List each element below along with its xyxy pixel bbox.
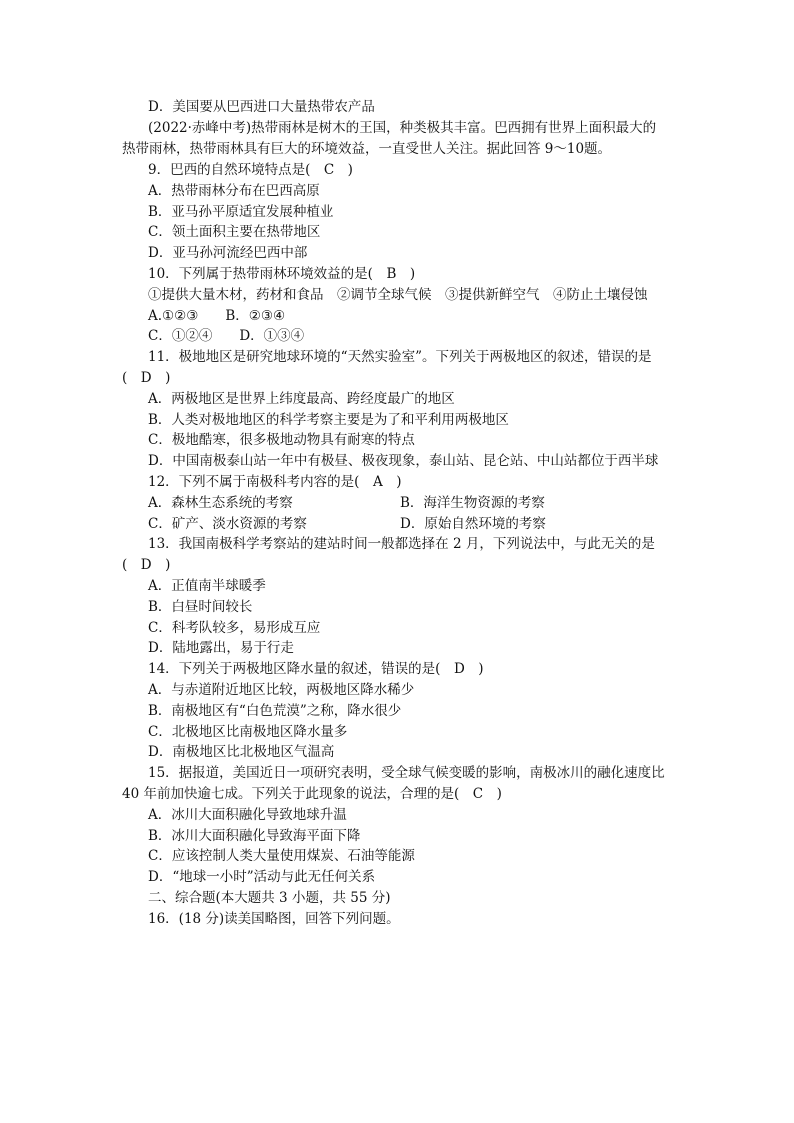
q12-option-c: C．矿产、淡水资源的考察 — [148, 516, 307, 532]
q11-stem-line-2: ( D ) — [122, 370, 171, 386]
q12-option-d: D．原始自然环境的考察 — [400, 516, 546, 532]
q13-option-a: A．正值南半球暖季 — [148, 578, 266, 594]
q14-option-a: A．与赤道附近地区比较，两极地区降水稀少 — [148, 682, 415, 698]
q9-option-d: D．亚马孙河流经巴西中部 — [148, 245, 308, 261]
q9-option-b: B．亚马孙平原适宜发展种植业 — [148, 204, 334, 220]
q15-option-b: B．冰川大面积融化导致海平面下降 — [148, 828, 361, 844]
intro-line-1: (2022·赤峰中考)热带雨林是树木的王国，种类极其丰富。巴西拥有世界上面积最大的 — [148, 120, 657, 136]
q14-option-b: B．南极地区有“白色荒漠”之称，降水很少 — [148, 703, 402, 719]
q12-stem: 12．下列不属于南极科考内容的是( A ) — [148, 474, 402, 490]
q13-stem-line-2: ( D ) — [122, 557, 171, 573]
intro-line-2: 热带雨林，热带雨林具有巨大的环境效益，一直受世人关注。据此回答 9～10题。 — [122, 141, 612, 157]
q11-stem-line-1: 11．极地地区是研究地球环境的“天然实验室”。下列关于两极地区的叙述，错误的是 — [148, 349, 652, 365]
q10-items: ①提供大量木材，药材和食品 ②调节全球气候 ③提供新鲜空气 ④防止土壤侵蚀 — [148, 287, 648, 303]
q9-option-a: A．热带雨林分布在巴西高原 — [148, 183, 320, 199]
q9-option-c: C．领土面积主要在热带地区 — [148, 224, 321, 240]
q14-option-c: C．北极地区比南极地区降水量多 — [148, 724, 348, 740]
q11-option-d: D．中国南极泰山站一年中有极昼、极夜现象，泰山站、昆仑站、中山站都位于西半球 — [148, 453, 659, 469]
q11-option-a: A．两极地区是世界上纬度最高、跨经度最广的地区 — [148, 391, 455, 407]
q10-stem: 10．下列属于热带雨林环境效益的是( B ) — [148, 266, 416, 282]
q9-stem: 9．巴西的自然环境特点是( C ) — [148, 162, 353, 178]
q13-stem-line-1: 13．我国南极科学考察站的建站时间一般都选择在 2 月，下列说法中，与此无关的是 — [148, 536, 655, 552]
q14-option-d: D．南极地区比北极地区气温高 — [148, 744, 335, 760]
section-2-title: 二、综合题(本大题共 3 小题，共 55 分) — [148, 890, 391, 906]
q13-option-b: B．白昼时间较长 — [148, 599, 253, 615]
q15-stem-line-2: 40 年前加快逾七成。下列关于此现象的说法，合理的是( C ) — [122, 786, 502, 802]
q15-option-c: C．应该控制人类大量使用煤炭、石油等能源 — [148, 848, 415, 864]
q8-option-d: D．美国要从巴西进口大量热带农产品 — [148, 99, 375, 115]
q16-stem: 16．(18 分)读美国略图，回答下列问题。 — [148, 911, 400, 927]
q13-option-c: C．科考队较多，易形成互应 — [148, 620, 321, 636]
q11-option-b: B．人类对极地地区的科学考察主要是为了和平利用两极地区 — [148, 412, 509, 428]
q15-option-d: D．“地球一小时”活动与此无任何关系 — [148, 869, 376, 885]
q10-options-cd: C．①②④ D．①③④ — [148, 328, 305, 344]
q12-option-a: A．森林生态系统的考察 — [148, 495, 293, 511]
q13-option-d: D．陆地露出，易于行走 — [148, 640, 294, 656]
q11-option-c: C．极地酷寒，很多极地动物具有耐寒的特点 — [148, 432, 415, 448]
q14-stem: 14．下列关于两极地区降水量的叙述，错误的是( D ) — [148, 661, 484, 677]
q10-options-ab: A.①②③ B．②③④ — [148, 308, 286, 324]
q15-option-a: A．冰川大面积融化导致地球升温 — [148, 807, 347, 823]
q12-option-b: B．海洋生物资源的考察 — [400, 495, 545, 511]
q15-stem-line-1: 15．据报道，美国近日一项研究表明，受全球气候变暖的影响，南极冰川的融化速度比 — [148, 765, 665, 781]
